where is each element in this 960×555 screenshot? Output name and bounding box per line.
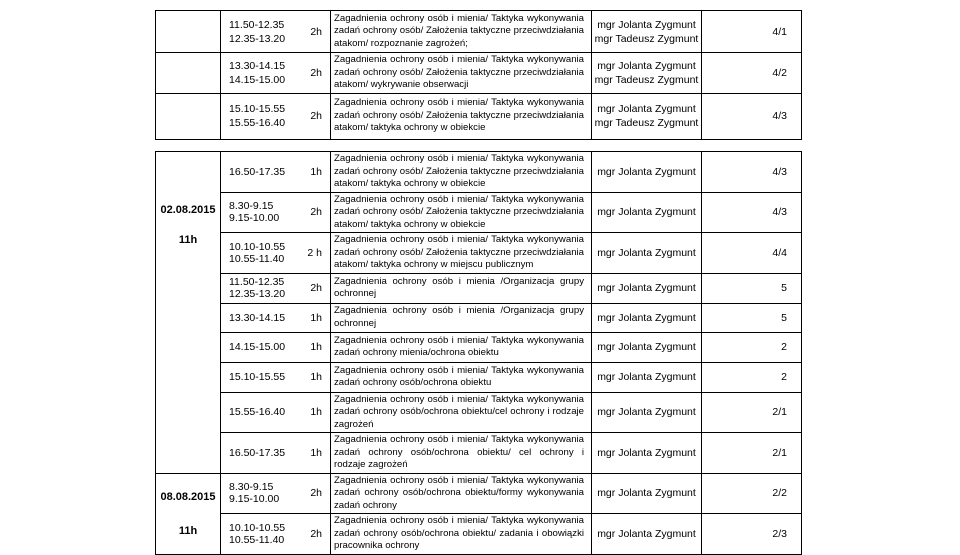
table-row (156, 53, 802, 94)
instructor-cell: mgr Jolanta Zygmunt (592, 433, 702, 474)
instructor-cell: mgr Jolanta Zygmunt (592, 303, 702, 332)
duration: 1h (310, 165, 322, 178)
instructor-cell: mgr Jolanta Zygmunt (592, 362, 702, 392)
table-row (156, 362, 802, 392)
duration: 2h (310, 25, 322, 38)
time: 13.30-14.15 (229, 311, 286, 324)
date-cell-empty (156, 53, 221, 94)
number-cell: 4/4 (702, 233, 802, 274)
instructor-cell: mgr Jolanta Zygmunt (592, 514, 702, 555)
duration: 2h (310, 66, 322, 79)
number-cell: 2 (702, 362, 802, 392)
date-cell-empty (156, 11, 221, 53)
duration: 2h (310, 487, 322, 500)
topic-cell: Zagadnienia ochrony osób i mienia/ Taktyka wykonywania zadań ochrony osób/ Założenia taktyczne przeciwdziałania atakom/ rozpoznanie zagrożeń; (331, 11, 592, 53)
topic-cell: Zagadnienia ochrony osób i mienia /Organizacja grupy ochronnej (331, 273, 592, 303)
time-end: 12.35-13.20 (229, 288, 286, 300)
time-start: 10.10-10.55 (229, 240, 286, 253)
time-end: 10.55-11.40 (229, 252, 285, 265)
topic-cell: Zagadnienia ochrony osób i mienia/ Taktyka wykonywania zadań ochrony osób/ Założenia taktyczne przeciwdziałania atakom/ wykrywanie obserwacji (331, 53, 592, 94)
time-start: 10.10-10.55 (229, 521, 286, 534)
duration: 2 h (307, 246, 322, 259)
day2-date: 08.08.2015 (160, 490, 216, 503)
table-row (156, 192, 802, 233)
topic-cell: Zagadnienia ochrony osób i mienia/ Taktyka wykonywania zadań ochrony osób/ochrona obiektu (331, 362, 592, 392)
time: 15.10-15.55 (229, 371, 286, 383)
date-cell-empty (156, 93, 221, 139)
duration: 1h (310, 446, 322, 459)
day2-hours: 11h (178, 524, 198, 537)
table-row (156, 93, 802, 139)
duration: 2h (310, 206, 322, 219)
number-cell: 4/3 (702, 152, 802, 193)
day1-date-cell (156, 152, 221, 474)
time-start: 8.30-9.15 (229, 481, 274, 494)
number-cell: 2/1 (702, 433, 802, 474)
number-cell: 2/2 (702, 473, 802, 514)
time: 16.50-17.35 (229, 165, 286, 178)
topic-cell: Zagadnienia ochrony osób i mienia/ Taktyka wykonywania zadań ochrony osób/ Założenia taktyczne przeciwdziałania atakom/ taktyka ochrony w obiekcie (331, 192, 592, 233)
schedule-table-top (155, 10, 802, 140)
instructor-cell: mgr Jolanta Zygmunt (592, 332, 702, 362)
day1-date: 02.08.2015 (160, 204, 216, 216)
table-row (156, 273, 802, 303)
duration: 1h (310, 371, 322, 383)
number-cell: 4/3 (702, 192, 802, 233)
number-cell: 4/1 (702, 11, 802, 53)
time-end: 9.15-10.00 (229, 493, 280, 506)
instructor-cell: mgr Jolanta Zygmunt (592, 273, 702, 303)
table-row (156, 332, 802, 362)
topic-cell: Zagadnienia ochrony osób i mienia/ Taktyka wykonywania zadań ochrony osób/ochrona obiektu/ cel ochrony i rodzaje zagrożeń (331, 433, 592, 474)
instructor-cell: mgr Jolanta Zygmunt (592, 473, 702, 514)
table-row (156, 514, 802, 555)
number-cell: 2/1 (702, 392, 802, 433)
time-end: 10.55-11.40 (229, 533, 285, 546)
time-end: 9.15-10.00 (229, 212, 280, 225)
instructor-cell: mgr Jolanta Zygmunt (592, 152, 702, 193)
number-cell: 4/2 (702, 53, 802, 94)
time-end: 12.35-13.20 (229, 32, 286, 45)
day1-hours: 11h (178, 234, 198, 246)
time-start: 8.30-9.15 (229, 200, 274, 213)
time-start: 15.10-15.55 (229, 103, 286, 115)
topic-cell: Zagadnienia ochrony osób i mienia/ Taktyka wykonywania zadań ochrony osób/ Założenia taktyczne przeciwdziałania atakom/ taktyka ochrony w obiekcie (331, 93, 592, 139)
instructor-cell: mgr Jolanta Zygmunt mgr Tadeusz Zygmunt (592, 93, 702, 139)
day2-date-cell (156, 473, 221, 554)
time-start: 13.30-14.15 (229, 59, 286, 72)
table-row (156, 233, 802, 274)
table-row (156, 473, 802, 514)
duration: 2h (310, 110, 322, 122)
topic-cell: Zagadnienia ochrony osób i mienia/ Taktyka wykonywania zadań ochrony osób/ Założenia taktyczne przeciwdziałania atakom/ taktyka ochrony w miejscu publicznym (331, 233, 592, 274)
time-end: 14.15-15.00 (229, 73, 286, 86)
topic-cell: Zagadnienia ochrony osób i mienia/ Taktyka wykonywania zadań ochrony osób/ Założenia taktyczne przeciwdziałania atakom/ taktyka ochrony w obiekcie (331, 152, 592, 193)
time: 15.55-16.40 (229, 406, 286, 419)
schedule-table-bottom (155, 151, 802, 555)
topic-cell: Zagadnienia ochrony osób i mienia/ Taktyka wykonywania zadań ochrony osób/ochrona obiektu/cel ochrony i rodzaje zagrożeń (331, 392, 592, 433)
number-cell: 2 (702, 332, 802, 362)
instructor-cell: mgr Jolanta Zygmunt mgr Tadeusz Zygmunt (592, 11, 702, 53)
number-cell: 5 (702, 273, 802, 303)
topic-cell: Zagadnienia ochrony osób i mienia/ Taktyka wykonywania zadań ochrony osób/ochrona obiektu/ zadania i obowiązki pracownika ochrony (331, 514, 592, 555)
table-row (156, 11, 802, 53)
topic-cell: Zagadnienia ochrony osób i mienia/ Taktyka wykonywania zadań ochrony mienia/ochrona obiektu (331, 332, 592, 362)
number-cell: 5 (702, 303, 802, 332)
duration: 2h (310, 527, 322, 540)
instructor-cell: mgr Jolanta Zygmunt (592, 192, 702, 233)
duration: 1h (310, 341, 322, 353)
table-row (156, 433, 802, 474)
number-cell: 2/3 (702, 514, 802, 555)
topic-cell: Zagadnienia ochrony osób i mienia/ Taktyka wykonywania zadań ochrony osób/ochrona obiektu/formy wykonywania zadań ochrony (331, 473, 592, 514)
time-start: 11.50-12.35 (229, 276, 285, 288)
table-row (156, 392, 802, 433)
instructor-cell: mgr Jolanta Zygmunt mgr Tadeusz Zygmunt (592, 53, 702, 94)
time-start: 11.50-12.35 (229, 18, 285, 31)
duration: 1h (310, 406, 322, 419)
table-row (156, 303, 802, 332)
instructor-cell: mgr Jolanta Zygmunt (592, 233, 702, 274)
instructor-cell: mgr Jolanta Zygmunt (592, 392, 702, 433)
time: 16.50-17.35 (229, 446, 286, 459)
number-cell: 4/3 (702, 93, 802, 139)
table-row (156, 152, 802, 193)
time: 14.15-15.00 (229, 341, 286, 353)
duration: 1h (310, 311, 322, 324)
topic-cell: Zagadnienia ochrony osób i mienia /Organizacja grupy ochronnej (331, 303, 592, 332)
time-end: 15.55-16.40 (229, 117, 286, 129)
duration: 2h (310, 282, 322, 294)
